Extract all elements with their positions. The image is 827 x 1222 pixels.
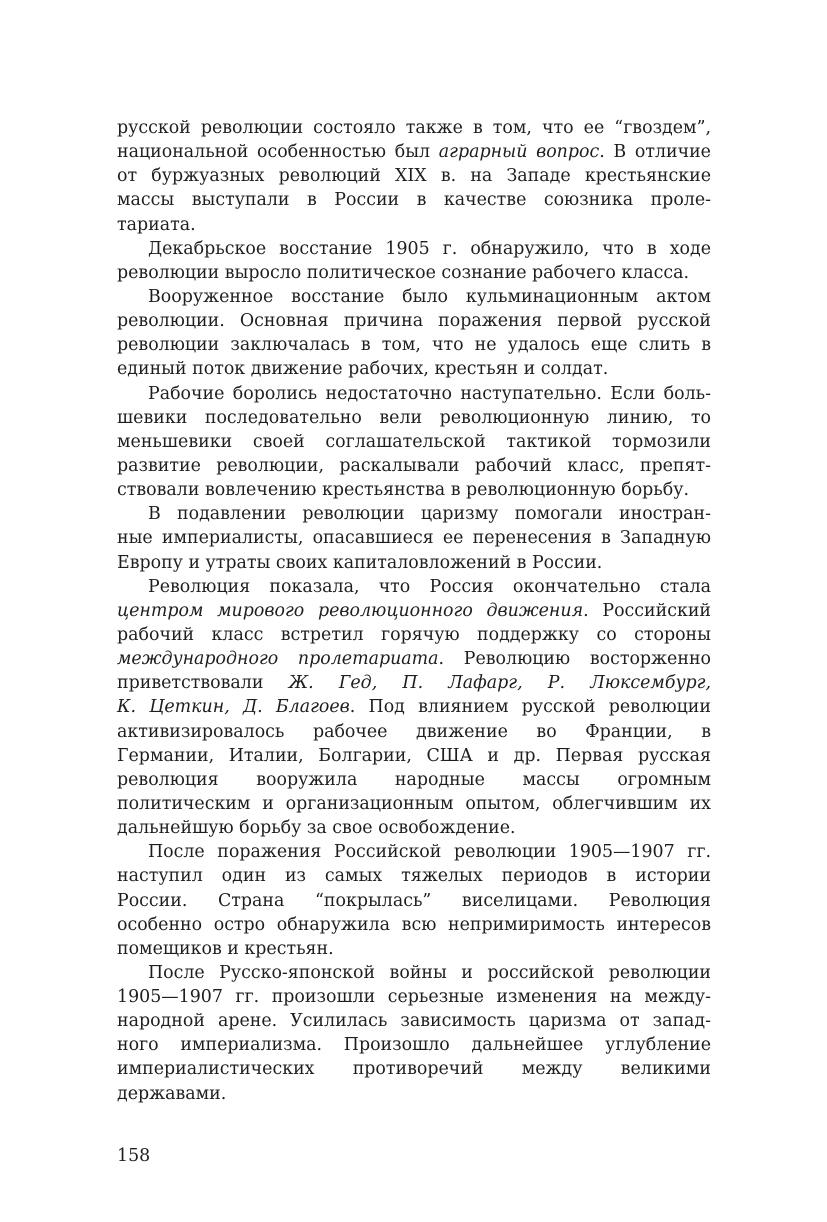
- text-line: [117, 1033, 711, 1057]
- text-segment: Рабочие боролись недостаточно наступательно. Если боль-: [148, 383, 711, 404]
- text-segment: меньшевики своей соглашательской тактикой тормозили: [117, 431, 711, 452]
- text-segment: . В отличие: [599, 142, 711, 163]
- text-segment: . Революцию восторженно: [438, 649, 712, 670]
- text-line: [117, 623, 711, 647]
- text-line: [117, 1057, 711, 1081]
- text-segment: державами.: [117, 1083, 227, 1104]
- text-line: [117, 744, 711, 768]
- text-line: [117, 840, 711, 864]
- text-segment: ствовали вовлечению крестьянства в революционную борьбу.: [117, 480, 689, 501]
- page-number: 158: [117, 1146, 151, 1166]
- text-line: [117, 309, 711, 333]
- text-line: [117, 647, 711, 671]
- text-line: [117, 502, 711, 526]
- text-segment: тариата.: [117, 214, 196, 235]
- text-line: [117, 864, 711, 888]
- text-segment: революции. Основная причина поражения первой русской: [117, 311, 711, 332]
- text-line: [117, 695, 711, 719]
- text-segment: развитие революции, раскалывали рабочий класс, препят-: [117, 455, 711, 476]
- text-line: [117, 526, 711, 550]
- text-segment: России. Страна “покрылась” виселицами. Революция: [117, 890, 711, 911]
- text-line: [117, 1009, 711, 1033]
- text-line: [117, 1082, 711, 1106]
- text-line: [117, 382, 711, 406]
- text-segment: революции выросло политическое сознание рабочего класса.: [117, 262, 690, 283]
- text-segment: Германии, Италии, Болгарии, США и др. Первая русская: [117, 745, 711, 766]
- text-line: [117, 213, 711, 237]
- text-segment: наступил один из самых тяжелых периодов в истории: [117, 866, 711, 887]
- text-line: [117, 768, 711, 792]
- text-line: [117, 285, 711, 309]
- text-segment: от буржуазных революций XIX в. на Западе крестьянские: [117, 166, 711, 187]
- text-segment: После Русско-японской войны и российской революции: [148, 962, 711, 983]
- text-line: [117, 237, 711, 261]
- text-line: [117, 575, 711, 599]
- italic-text: аграрный вопрос: [438, 142, 600, 163]
- text-line: [117, 913, 711, 937]
- text-segment: массы выступали в России в качестве союзника проле-: [117, 190, 711, 211]
- text-segment: В подавлении революции царизму помогали иностран-: [148, 504, 711, 525]
- text-line: [117, 816, 711, 840]
- text-line: [117, 164, 711, 188]
- text-segment: рабочий класс встретил горячую поддержку со стороны: [117, 624, 711, 645]
- text-segment: Вооруженное восстание было кульминационным актом: [148, 286, 711, 307]
- text-segment: народной арене. Усилилась зависимость царизма от запад-: [117, 1011, 711, 1032]
- italic-text: международного пролетариата: [117, 649, 439, 670]
- text-segment: революция вооружила народные массы огромным: [117, 769, 711, 790]
- text-segment: особенно остро обнаружила всю непримиримость интересов: [117, 914, 711, 935]
- text-line: [117, 430, 711, 454]
- text-line: [117, 551, 711, 575]
- text-segment: ного империализма. Произошло дальнейшее углубление: [117, 1035, 711, 1056]
- text-line: [117, 116, 711, 140]
- text-segment: помещиков и крестьян.: [117, 938, 334, 959]
- text-line: [117, 140, 711, 164]
- page-body-text: [117, 116, 711, 1106]
- italic-text: центром мирового революционного движения: [117, 600, 584, 621]
- text-segment: . Под влиянием русской революции: [349, 697, 711, 718]
- text-line: [117, 671, 711, 695]
- text-line: [117, 478, 711, 502]
- text-segment: Революция показала, что Россия окончательно стала: [148, 576, 711, 597]
- text-line: [117, 188, 711, 212]
- text-segment: революции заключалась в том, что не удалось еще слить в: [117, 335, 711, 356]
- text-segment: империалистических противоречий между великими: [117, 1059, 711, 1080]
- text-line: [117, 599, 711, 623]
- text-line: [117, 961, 711, 985]
- text-line: [117, 720, 711, 744]
- text-line: [117, 406, 711, 430]
- text-segment: национальной особенностью был: [117, 142, 439, 163]
- text-line: [117, 937, 711, 961]
- text-segment: шевики последовательно вели революционную линию, то: [117, 407, 711, 428]
- text-segment: Декабрьское восстание 1905 г. обнаружило, что в ходе: [148, 238, 711, 259]
- text-line: [117, 261, 711, 285]
- text-segment: дальнейшую борьбу за свое освобождение.: [117, 818, 516, 839]
- text-line: [117, 889, 711, 913]
- text-segment: активизировалось рабочее движение во Франции, в: [117, 721, 711, 742]
- text-segment: 1905—1907 гг. произошли серьезные изменения на между-: [117, 987, 711, 1008]
- text-segment: приветствовали: [117, 673, 289, 694]
- italic-text: Ж. Гед, П. Лафарг, Р. Люксембург,: [288, 673, 711, 694]
- text-segment: русской революции состояло также в том, что ее “гвоздем”,: [117, 118, 711, 138]
- text-segment: единый поток движение рабочих, крестьян и солдат.: [117, 359, 609, 380]
- text-line: [117, 357, 711, 381]
- text-segment: ные империалисты, опасавшиеся ее перенесения в Западную: [117, 528, 711, 549]
- text-segment: политическим и организационным опытом, облегчившим их: [117, 793, 711, 814]
- text-segment: Европу и утраты своих капиталовложений в России.: [117, 552, 603, 573]
- text-line: [117, 985, 711, 1009]
- italic-text: К. Цеткин, Д. Благоев: [117, 697, 350, 718]
- text-segment: После поражения Российской революции 1905—1907 гг.: [148, 842, 711, 863]
- text-line: [117, 792, 711, 816]
- text-segment: . Российский: [583, 600, 711, 621]
- text-line: [117, 333, 711, 357]
- text-line: [117, 454, 711, 478]
